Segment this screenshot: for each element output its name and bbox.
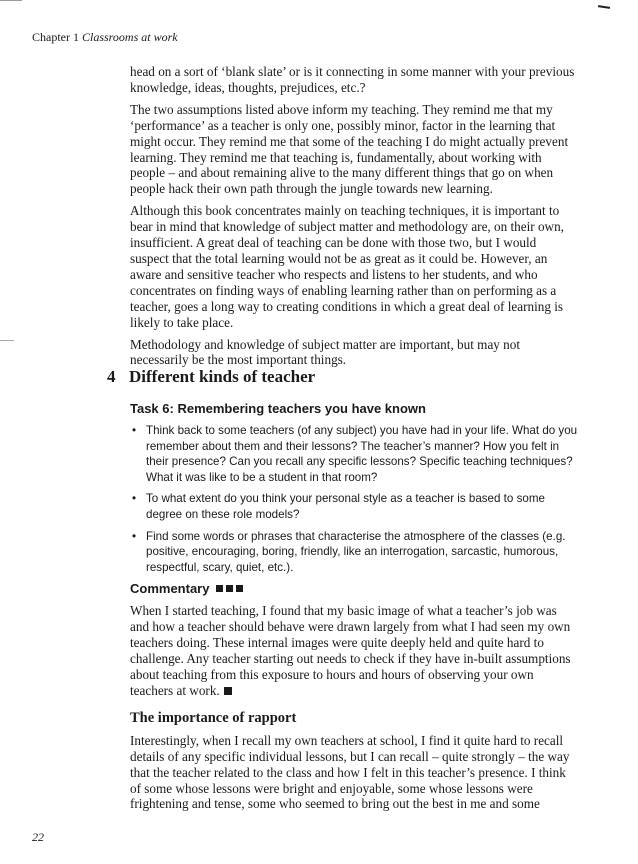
bullet-icon: • bbox=[132, 529, 137, 543]
running-head bbox=[32, 30, 178, 44]
square-icon bbox=[236, 585, 243, 592]
end-square-icon bbox=[224, 687, 232, 695]
bullet-icon: • bbox=[132, 424, 137, 437]
section-number: 4 bbox=[107, 367, 116, 386]
top-edge-rule bbox=[0, 0, 22, 1]
commentary-title: Commentary bbox=[130, 581, 210, 597]
rapport-paragraph: Interestingly, when I recall my own teachers at school, I find it quite hard to recall details of any specific individual lessons, but I can recall – quite strongly – the way that the teacher related to the class and how I felt in this teacher’s presence. I think of some whose lessons were bright and enjoyable, some whose lessons were frightening and tense, some who seemed to bring out the best in me and some bbox=[130, 732, 570, 812]
square-icon bbox=[226, 585, 233, 592]
side-edge-rule bbox=[0, 340, 14, 341]
commentary-paragraph bbox=[130, 603, 578, 698]
section-title: Different kinds of teacher bbox=[129, 367, 316, 386]
section-body bbox=[130, 401, 578, 818]
section-heading bbox=[107, 367, 587, 387]
page-number: 22 bbox=[32, 830, 44, 844]
task-item-text: To what extent do you think your personal style as a teacher is based to some degree on these role models? bbox=[146, 492, 545, 521]
task-item-text: Think back to some teachers (of any subject) you have had in your life. What do you remember about them and their lessons? The teacher’s manner? How you felt in their presence? Can you recall any specific lessons? Specific teaching techniques? What it was like to be a student in that room? bbox=[146, 424, 578, 484]
corner-mark bbox=[598, 5, 610, 9]
task-item bbox=[130, 529, 578, 576]
running-head-title: Classrooms at work bbox=[82, 30, 178, 44]
paragraph: The two assumptions listed above inform my teaching. They remind me that my ‘performance’ as a teacher is only one, possibly minor, factor in the learning that might occur. They remind me that some of the teaching I do might actually prevent learning. They remind me that teaching is, fundamentally, about working with people – and about remaining alive to the many different things that go on when people hack their own path through the jungle towards new learning. bbox=[130, 101, 569, 197]
task-item bbox=[130, 423, 578, 485]
task-item bbox=[130, 491, 578, 522]
square-icon bbox=[216, 585, 223, 592]
paragraph: head on a sort of ‘blank slate’ or is it connecting in some manner with your previous knowledge, ideas, thoughts, prejudices, etc.? bbox=[130, 64, 575, 95]
page-body bbox=[130, 64, 578, 374]
bullet-icon: • bbox=[132, 492, 137, 506]
task-heading: Task 6: Remembering teachers you have known bbox=[130, 401, 426, 416]
task-item-text: Find some words or phrases that characterise the atmosphere of the classes (e.g. positive, encouraging, boring, friendly, like an interrogation, sarcastic, humorous, respectful, scary, quiet, etc.). bbox=[146, 529, 566, 574]
rapport-heading: The importance of rapport bbox=[130, 709, 297, 726]
commentary-text: When I started teaching, I found that my basic image of what a teacher’s job was and how a teacher should behave were drawn largely from what I had seen my own teachers doing. These internal images were quite deeply held and quite hard to challenge. Any teacher starting out needs to check if they have in-built assumptions about teaching from this exposure to hours and hours of observing your own teachers at work. bbox=[130, 603, 571, 698]
commentary-heading bbox=[130, 581, 578, 597]
running-head-chapter: Chapter 1 bbox=[32, 30, 79, 44]
paragraph: Although this book concentrates mainly on teaching techniques, it is important to bear in mind that knowledge of subject matter and methodology are, on their own, insufficient. A great deal of teaching can be done with those two, but I would suspect that the total learning would not be as great as it could be. However, an aware and sensitive teacher who respects and listens to her students, and who concentrates on finding ways of enabling learning rather than on performing as a teacher, goes a long way to creating conditions in which a great deal of learning is likely to take place. bbox=[130, 203, 564, 330]
paragraph: Methodology and knowledge of subject matter are important, but may not necessarily be the most important things. bbox=[130, 336, 521, 368]
task-list bbox=[130, 423, 578, 575]
